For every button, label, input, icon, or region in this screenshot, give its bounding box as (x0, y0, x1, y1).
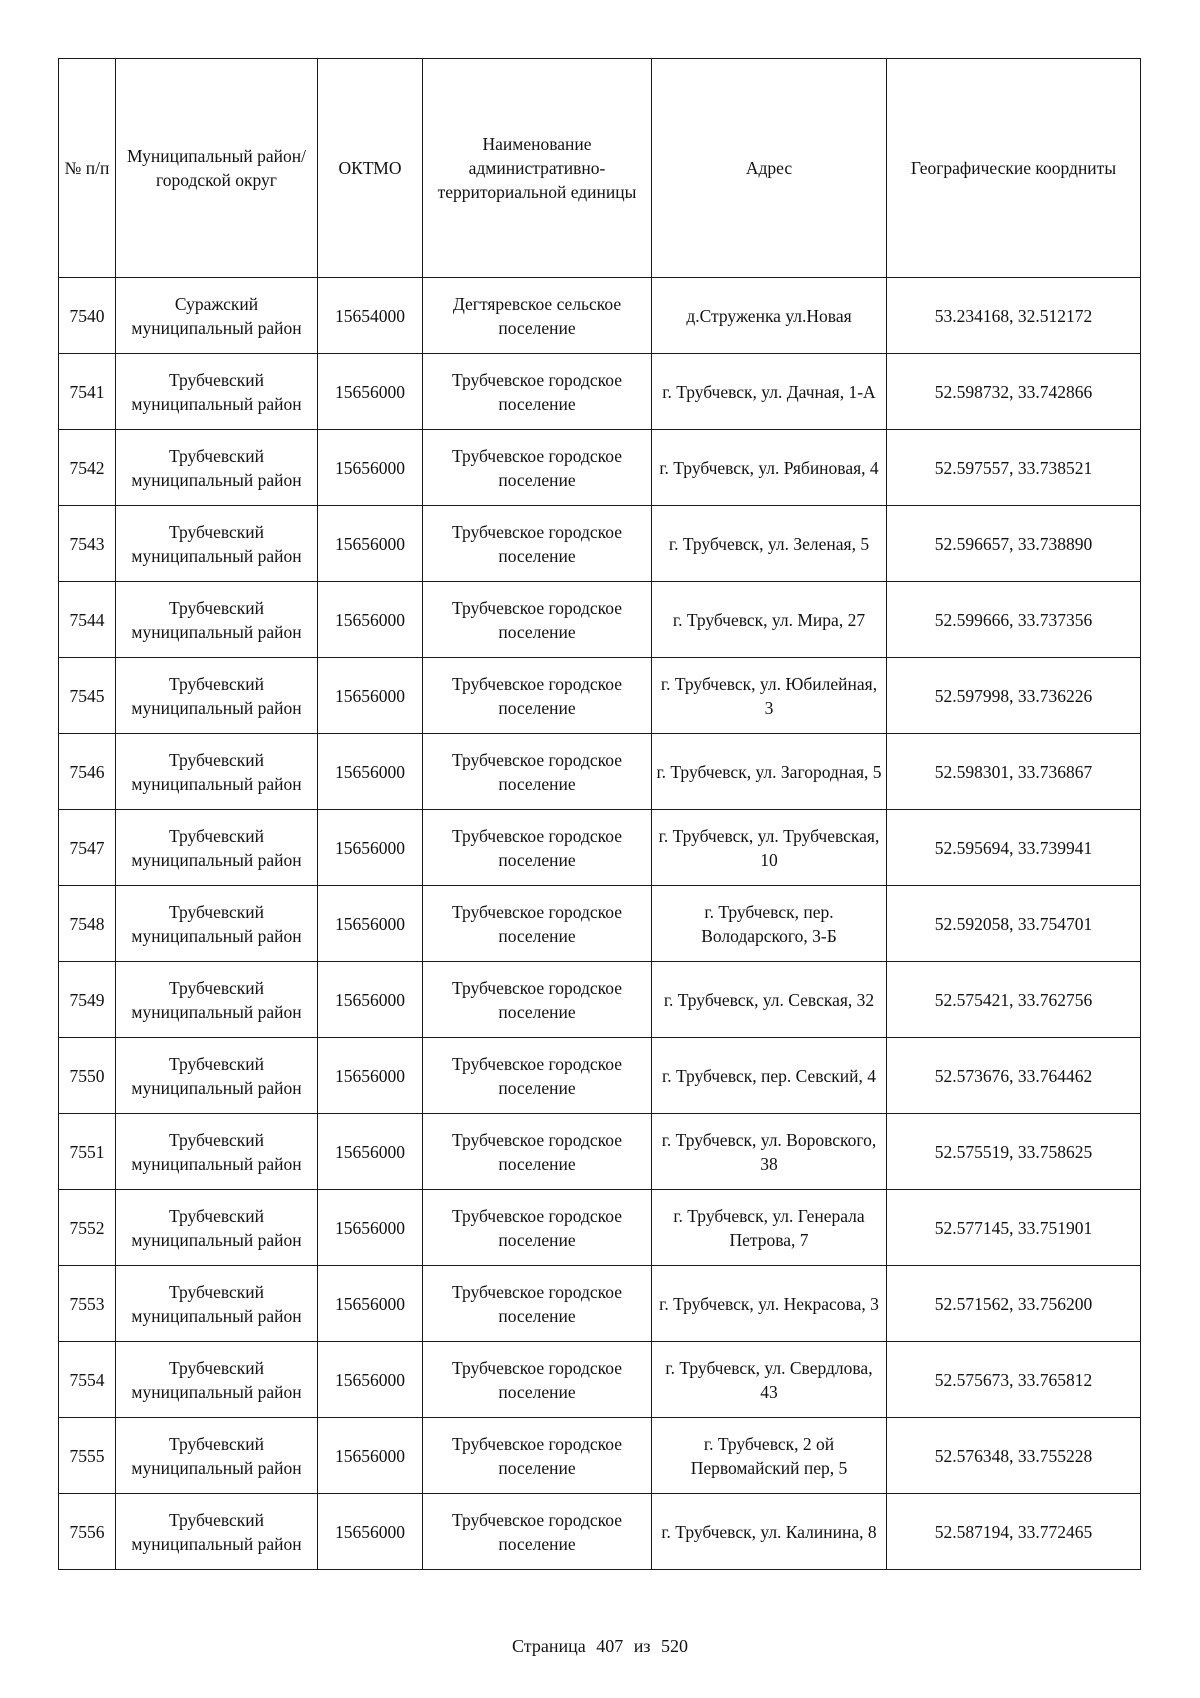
table-row (59, 354, 1141, 430)
cell-unit: Трубчевское городское поселение (423, 1418, 652, 1494)
cell-district: Суражский муниципальный район (116, 278, 318, 354)
cell-oktmo: 15656000 (318, 1190, 423, 1266)
cell-number: 7550 (59, 1038, 116, 1114)
cell-address: д.Струженка ул.Новая (652, 278, 887, 354)
cell-coordinates: 52.587194, 33.772465 (887, 1494, 1141, 1570)
cell-address: г. Трубчевск, пер. Севский, 4 (652, 1038, 887, 1114)
cell-coordinates: 52.573676, 33.764462 (887, 1038, 1141, 1114)
cell-coordinates: 52.575673, 33.765812 (887, 1342, 1141, 1418)
cell-unit: Трубчевское городское поселение (423, 1114, 652, 1190)
cell-unit: Трубчевское городское поселение (423, 886, 652, 962)
page-number: 407 (596, 1636, 624, 1656)
cell-number: 7552 (59, 1190, 116, 1266)
table-row (59, 430, 1141, 506)
cell-number: 7543 (59, 506, 116, 582)
cell-unit: Трубчевское городское поселение (423, 734, 652, 810)
cell-number: 7554 (59, 1342, 116, 1418)
cell-number: 7551 (59, 1114, 116, 1190)
header-cell-address: Адрес (652, 59, 887, 278)
cell-district: Трубчевский муниципальный район (116, 1114, 318, 1190)
cell-oktmo: 15654000 (318, 278, 423, 354)
cell-address: г. Трубчевск, ул. Зеленая, 5 (652, 506, 887, 582)
cell-oktmo: 15656000 (318, 1038, 423, 1114)
cell-address: г. Трубчевск, ул. Севская, 32 (652, 962, 887, 1038)
data-table (58, 58, 1141, 1570)
table-row (59, 582, 1141, 658)
table-row (59, 1114, 1141, 1190)
table-row (59, 658, 1141, 734)
cell-oktmo: 15656000 (318, 734, 423, 810)
cell-address: г. Трубчевск, ул. Дачная, 1-А (652, 354, 887, 430)
header-cell-number: № п/п (59, 59, 116, 278)
cell-number: 7540 (59, 278, 116, 354)
cell-coordinates: 52.597557, 33.738521 (887, 430, 1141, 506)
cell-district: Трубчевский муниципальный район (116, 430, 318, 506)
cell-number: 7549 (59, 962, 116, 1038)
cell-address: г. Трубчевск, ул. Некрасова, 3 (652, 1266, 887, 1342)
table-row (59, 1190, 1141, 1266)
cell-district: Трубчевский муниципальный район (116, 1494, 318, 1570)
page-total: 520 (660, 1636, 688, 1656)
cell-oktmo: 15656000 (318, 810, 423, 886)
table-row (59, 1038, 1141, 1114)
table-row (59, 810, 1141, 886)
cell-address: г. Трубчевск, ул. Мира, 27 (652, 582, 887, 658)
cell-number: 7547 (59, 810, 116, 886)
table-row (59, 1418, 1141, 1494)
cell-coordinates: 52.598301, 33.736867 (887, 734, 1141, 810)
cell-number: 7542 (59, 430, 116, 506)
cell-oktmo: 15656000 (318, 1418, 423, 1494)
page-footer (0, 1636, 1200, 1657)
cell-unit: Трубчевское городское поселение (423, 1342, 652, 1418)
cell-oktmo: 15656000 (318, 506, 423, 582)
cell-district: Трубчевский муниципальный район (116, 962, 318, 1038)
cell-district: Трубчевский муниципальный район (116, 810, 318, 886)
cell-oktmo: 15656000 (318, 582, 423, 658)
cell-coordinates: 52.576348, 33.755228 (887, 1418, 1141, 1494)
header-cell-unit: Наименование административно-территориальной единицы (423, 59, 652, 278)
table-body (59, 278, 1141, 1570)
cell-district: Трубчевский муниципальный район (116, 354, 318, 430)
cell-coordinates: 52.597998, 33.736226 (887, 658, 1141, 734)
cell-unit: Трубчевское городское поселение (423, 810, 652, 886)
cell-unit: Трубчевское городское поселение (423, 1266, 652, 1342)
cell-district: Трубчевский муниципальный район (116, 506, 318, 582)
page-label: Страница (512, 1636, 586, 1656)
cell-number: 7548 (59, 886, 116, 962)
cell-oktmo: 15656000 (318, 1266, 423, 1342)
cell-district: Трубчевский муниципальный район (116, 734, 318, 810)
cell-number: 7546 (59, 734, 116, 810)
cell-unit: Трубчевское городское поселение (423, 430, 652, 506)
cell-address: г. Трубчевск, ул. Генерала Петрова, 7 (652, 1190, 887, 1266)
cell-oktmo: 15656000 (318, 658, 423, 734)
cell-address: г. Трубчевск, ул. Юбилейная, 3 (652, 658, 887, 734)
cell-unit: Трубчевское городское поселение (423, 658, 652, 734)
cell-number: 7556 (59, 1494, 116, 1570)
cell-oktmo: 15656000 (318, 1342, 423, 1418)
cell-address: г. Трубчевск, пер. Володарского, 3-Б (652, 886, 887, 962)
cell-unit: Трубчевское городское поселение (423, 354, 652, 430)
cell-unit: Трубчевское городское поселение (423, 1038, 652, 1114)
header-cell-coordinates: Географические коордниты (887, 59, 1141, 278)
table-row (59, 1266, 1141, 1342)
cell-coordinates: 52.592058, 33.754701 (887, 886, 1141, 962)
cell-number: 7555 (59, 1418, 116, 1494)
cell-district: Трубчевский муниципальный район (116, 1038, 318, 1114)
cell-unit: Дегтяревское сельское поселение (423, 278, 652, 354)
cell-district: Трубчевский муниципальный район (116, 886, 318, 962)
cell-district: Трубчевский муниципальный район (116, 1190, 318, 1266)
table-row (59, 1342, 1141, 1418)
cell-address: г. Трубчевск, ул. Свердлова, 43 (652, 1342, 887, 1418)
table-row (59, 962, 1141, 1038)
cell-oktmo: 15656000 (318, 1494, 423, 1570)
cell-unit: Трубчевское городское поселение (423, 582, 652, 658)
cell-number: 7541 (59, 354, 116, 430)
cell-address: г. Трубчевск, ул. Трубчевская, 10 (652, 810, 887, 886)
header-row (59, 59, 1141, 278)
cell-unit: Трубчевское городское поселение (423, 1190, 652, 1266)
cell-coordinates: 52.577145, 33.751901 (887, 1190, 1141, 1266)
cell-district: Трубчевский муниципальный район (116, 1418, 318, 1494)
cell-district: Трубчевский муниципальный район (116, 1342, 318, 1418)
cell-coordinates: 52.598732, 33.742866 (887, 354, 1141, 430)
cell-district: Трубчевский муниципальный район (116, 1266, 318, 1342)
cell-address: г. Трубчевск, ул. Загородная, 5 (652, 734, 887, 810)
header-cell-district: Муниципальный район/городской округ (116, 59, 318, 278)
cell-oktmo: 15656000 (318, 430, 423, 506)
table-row (59, 506, 1141, 582)
table-row (59, 734, 1141, 810)
cell-number: 7544 (59, 582, 116, 658)
cell-address: г. Трубчевск, ул. Калинина, 8 (652, 1494, 887, 1570)
table-row (59, 1494, 1141, 1570)
cell-number: 7545 (59, 658, 116, 734)
cell-unit: Трубчевское городское поселение (423, 506, 652, 582)
cell-coordinates: 52.596657, 33.738890 (887, 506, 1141, 582)
cell-district: Трубчевский муниципальный район (116, 582, 318, 658)
cell-coordinates: 52.571562, 33.756200 (887, 1266, 1141, 1342)
cell-oktmo: 15656000 (318, 886, 423, 962)
cell-oktmo: 15656000 (318, 1114, 423, 1190)
cell-coordinates: 52.575421, 33.762756 (887, 962, 1141, 1038)
cell-coordinates: 52.575519, 33.758625 (887, 1114, 1141, 1190)
table-header (59, 59, 1141, 278)
table-row (59, 278, 1141, 354)
cell-unit: Трубчевское городское поселение (423, 1494, 652, 1570)
header-cell-oktmo: ОКТМО (318, 59, 423, 278)
cell-unit: Трубчевское городское поселение (423, 962, 652, 1038)
table-row (59, 886, 1141, 962)
cell-address: г. Трубчевск, ул. Воровского, 38 (652, 1114, 887, 1190)
cell-district: Трубчевский муниципальный район (116, 658, 318, 734)
cell-coordinates: 53.234168, 32.512172 (887, 278, 1141, 354)
cell-coordinates: 52.599666, 33.737356 (887, 582, 1141, 658)
cell-address: г. Трубчевск, 2 ой Первомайский пер, 5 (652, 1418, 887, 1494)
page-of: из (633, 1636, 651, 1656)
cell-coordinates: 52.595694, 33.739941 (887, 810, 1141, 886)
cell-number: 7553 (59, 1266, 116, 1342)
cell-address: г. Трубчевск, ул. Рябиновая, 4 (652, 430, 887, 506)
cell-oktmo: 15656000 (318, 354, 423, 430)
cell-oktmo: 15656000 (318, 962, 423, 1038)
